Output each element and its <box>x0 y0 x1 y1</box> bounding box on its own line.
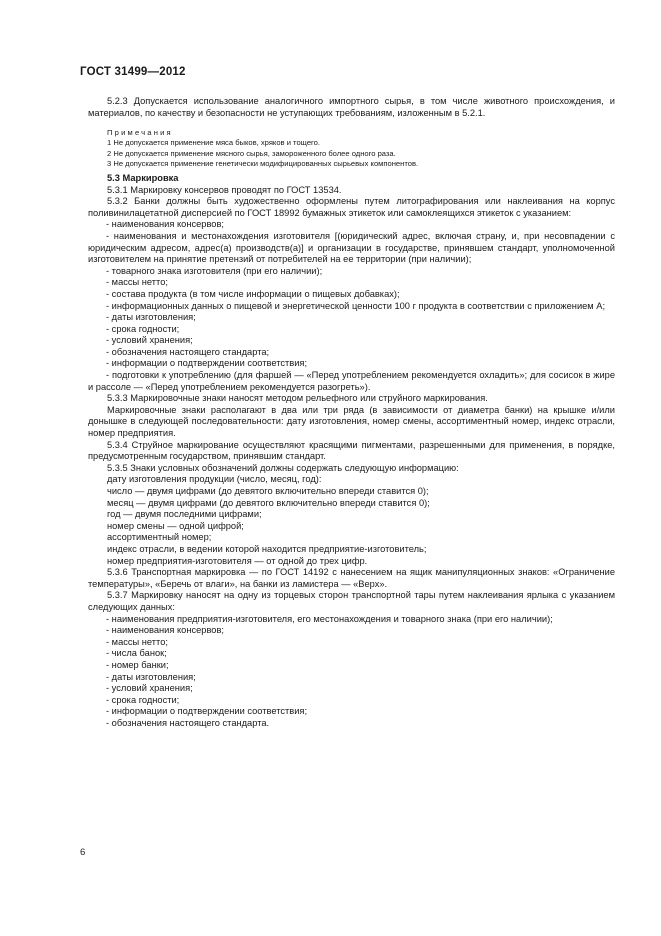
list-item: номер предприятия-изготовителя — от одной до трех цифр. <box>107 555 368 566</box>
paragraph-5-3-6: 5.3.6 Транспортная маркировка — по ГОСТ 14192 с нанесением на ящик манипуляционных знаков: «Ограничение температуры», «Беречь от влаги», на банки из ламистера — «Верх». <box>88 567 615 589</box>
notes-title: Примечания <box>107 128 173 138</box>
list-item: - номер банки; <box>106 659 169 670</box>
note-item: 1 Не допускается применение мяса быков, хряков и тощего. <box>107 138 320 148</box>
list-item: - даты изготовления; <box>106 671 196 682</box>
section-heading-5-3: 5.3 Маркировка <box>107 172 179 183</box>
paragraph-5-3-1: 5.3.1 Маркировку консервов проводят по ГОСТ 13534. <box>107 184 342 195</box>
page-number: 6 <box>80 847 86 858</box>
list-item: - условий хранения; <box>106 335 193 346</box>
list-item: год — двумя последними цифрами; <box>107 509 262 520</box>
note-item: 3 Не допускается применение генетически модифицированных сырьевых компонентов. <box>107 159 419 169</box>
list-item: - условий хранения; <box>106 683 193 694</box>
list-item: - информации о подтверждении соответствия; <box>106 706 308 717</box>
list-item: - наименования консервов; <box>106 625 224 636</box>
list-item: - товарного знака изготовителя (при его наличии); <box>106 265 323 276</box>
note-item: 2 Не допускается применение мясного сырья, замороженного более одного раза. <box>107 148 396 158</box>
list-item: - наименования консервов; <box>106 219 224 230</box>
paragraph-5-3-7: 5.3.7 Маркировку наносят на одну из торцевых сторон транспортной тары путем наклеивания ярлыка с указанием следующих данных: <box>88 590 615 612</box>
list-item: индекс отрасли, в ведении которой находится предприятие-изготовитель; <box>107 543 427 554</box>
list-item: дату изготовления продукции (число, месяц, год): <box>107 474 322 485</box>
list-item: - числа банок; <box>106 648 167 659</box>
list-item: - срока годности; <box>106 323 180 334</box>
list-item: - обозначения настоящего стандарта; <box>106 346 270 357</box>
list-item: - состава продукта (в том числе информации о пищевых добавках); <box>106 288 400 299</box>
list-item: - информации о подтверждении соответствия; <box>106 358 308 369</box>
paragraph-5-3-3-continued: Маркировочные знаки располагают в два или три ряда (в зависимости от диаметра банки) на крышке и/или донышке в следующей последовательности: дату изготовления, номер смены, ассортиментный номер, индекс отрасли, номер предприятия. <box>88 404 615 439</box>
list-item: - информационных данных о пищевой и энергетической ценности 100 г продукта в соответствии с приложением А; <box>106 300 606 311</box>
paragraph-5-3-4: 5.3.4 Струйное маркирование осуществляют красящими пигментами, разрешенными для применения, в порядке, предусмотренным государством, принявшим стандарт. <box>88 439 615 462</box>
list-item: - подготовки к употреблению (для фаршей — «Перед употреблением рекомендуется охладить»; для сосисок в жире и рассоле — «Перед употреблением рекомендуется разогреть»). <box>88 370 615 392</box>
paragraph-5-3-5: 5.3.5 Знаки условных обозначений должны содержать следующую информацию: <box>107 462 459 473</box>
list-item: - массы нетто; <box>106 636 168 647</box>
list-item: число — двумя цифрами (до девятого включительно впереди ставится 0); <box>107 486 429 496</box>
paragraph-5-2-3: 5.2.3 Допускается использование аналогичного импортного сырья, в том числе животного происхождения, и материалов, по качеству и безопасности не уступающих требованиям, изложенным в 5.2.1. <box>88 96 615 118</box>
paragraph-5-3-3: 5.3.3 Маркировочные знаки наносят методом рельефного или струйного маркирования. <box>107 393 488 404</box>
paragraph-5-3-2: 5.3.2 Банки должны быть художественно оформлены путем литографирования или наклеивания на корпус поливинилацетатной дисперсией по ГОСТ 18992 бумажных этикеток или самоклеящихся этикеток с указанием: <box>88 196 615 218</box>
list-item: - массы нетто; <box>106 277 168 288</box>
list-item: - даты изготовления; <box>106 312 196 323</box>
list-item: - обозначения настоящего стандарта. <box>106 717 270 728</box>
list-item: - срока годности; <box>106 694 180 705</box>
document-header-code: ГОСТ 31499—2012 <box>80 66 186 78</box>
list-item: - наименования и местонахождения изготовителя [(юридический адрес, включая страну, и, при несовпадении с юридическим адресом, адрес(а) производств(а)] и организации в государстве, принявшем стандарт, уполномоченной изготовителем на принятие претензий от потребителей на ее территории (при наличии); <box>88 230 615 265</box>
list-item: номер смены — одной цифрой; <box>107 520 244 531</box>
list-item: месяц — двумя цифрами (до девятого включительно впереди ставится 0); <box>107 497 430 508</box>
list-item: - наименования предприятия-изготовителя, его местонахождения и товарного знака (при его наличии); <box>106 613 553 624</box>
list-item: ассортиментный номер; <box>107 532 212 543</box>
document-body <box>88 96 615 729</box>
